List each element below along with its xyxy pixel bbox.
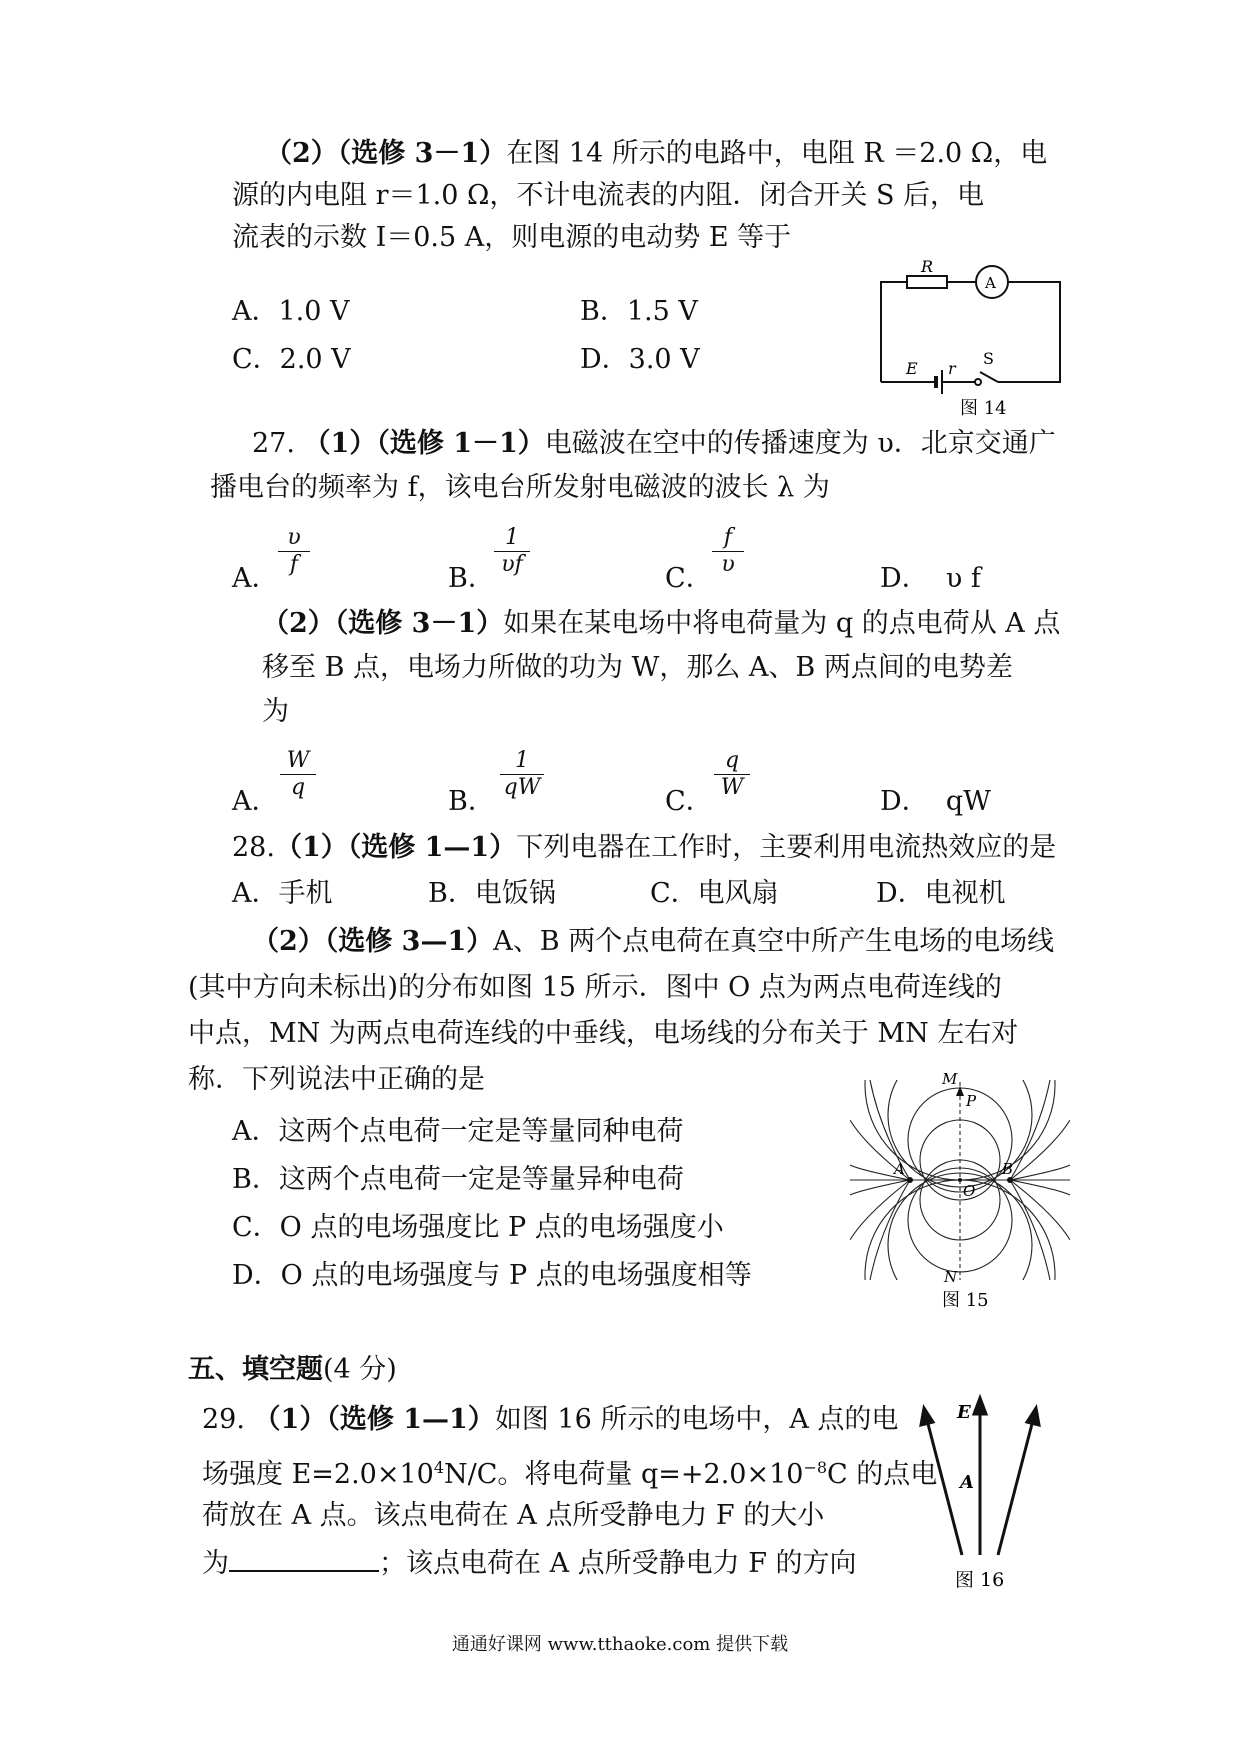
field-line-diagram — [850, 1070, 1070, 1310]
q27-1-line2: 播电台的频率为 f，该电台所发射电磁波的波长 λ 为 — [210, 472, 830, 503]
q27-2-option-d: D． qW — [880, 786, 991, 817]
q28-2-option-a: A．这两个点电荷一定是等量同种电荷 — [232, 1116, 684, 1147]
q29-1-line3: 荷放在 A 点。该点电荷在 A 点所受静电力 F 的大小 — [202, 1500, 825, 1531]
q27-2-option-a-letter: A． — [232, 786, 279, 817]
label-o: O — [963, 1182, 976, 1200]
q27-2-option-b-letter: B． — [448, 786, 495, 817]
answer-blank[interactable] — [229, 1544, 379, 1572]
q26-2-line1: （2）（选修 3－1）在图 14 所示的电路中，电阻 R ＝2.0 Ω，电 — [265, 138, 1048, 169]
q27-1-option-c-fraction: $\frac{f}{\upsilon}$ — [712, 525, 744, 578]
q29-1-line1: 29. （1）（选修 1—1）如图 16 所示的电场中，A 点的电 — [202, 1404, 899, 1435]
label-m: M — [942, 1070, 958, 1088]
q28-2-line3: 中点，MN 为两点电荷连线的中垂线，电场线的分布关于 MN 左右对 — [188, 1018, 1019, 1049]
q27-1-option-b-letter: B． — [448, 563, 495, 594]
q28-2-option-c: C．O 点的电场强度比 P 点的电场强度小 — [232, 1212, 724, 1243]
electric-field-diagram — [905, 1390, 1055, 1600]
q28-1-option-a: A．手机 — [232, 878, 333, 909]
switch-label: S — [983, 349, 994, 368]
q27-2-tag: （2）（选修 3－1） — [262, 608, 504, 639]
q29-1-line2: 场强度 $E=2.0\times 10^4N/C$。将电荷量 $q=+2.0\times 10^{-8}C$ 的点电 — [202, 1458, 938, 1490]
figure-16-caption: 图 16 — [955, 1569, 1005, 1591]
figure-15-caption: 图 15 — [942, 1290, 989, 1310]
q26-2-line3: 流表的示数 I＝0.5 A，则电源的电动势 E 等于 — [232, 222, 792, 253]
q26-2-line2: 源的内电阻 r＝1.0 Ω，不计电流表的内阻．闭合开关 S 后，电 — [232, 180, 985, 211]
section-title: 五、填空题(4 分) — [188, 1354, 397, 1385]
ammeter-label: A — [985, 274, 996, 292]
q27-2-option-a-fraction: $\frac{W}{q}$ — [280, 748, 316, 801]
option-a: A．1.0 V — [232, 296, 350, 327]
q28-1-option-c: C．电风扇 — [650, 878, 779, 909]
label-b: B — [1002, 1160, 1014, 1178]
emf-label: E — [906, 359, 918, 378]
resistor-label: R — [921, 257, 934, 276]
label-p: P — [966, 1092, 977, 1110]
option-d: D．3.0 V — [580, 344, 700, 375]
q27-2-option-c-letter: C． — [665, 786, 713, 817]
q27-2-line1: （2）（选修 3－1）如果在某电场中将电荷量为 q 的点电荷从 A 点 — [262, 608, 1061, 639]
q28-1-option-d: D．电视机 — [876, 878, 1006, 909]
q28-2-tag: （2）（选修 3—1） — [252, 926, 494, 957]
q27-2-option-b-fraction: $\frac{1}{qW}$ — [500, 748, 544, 801]
option-c: C．2.0 V — [232, 344, 351, 375]
q28-2-line2: (其中方向未标出)的分布如图 15 所示．图中 O 点为两点电荷连线的 — [188, 972, 1002, 1003]
q28-1-line1: 28.（1）（选修 1—1）下列电器在工作时，主要利用电流热效应的是 — [232, 832, 1057, 863]
label-n: N — [944, 1268, 958, 1286]
q27-2-option-c-fraction: $\frac{q}{W}$ — [714, 748, 750, 801]
q28-1-option-b: B．电饭锅 — [428, 878, 556, 909]
q27-2-line3: 为 — [262, 696, 289, 727]
q28-2-option-b: B．这两个点电荷一定是等量异种电荷 — [232, 1164, 684, 1195]
point-label-a: A — [960, 1472, 974, 1493]
q26-2-tag: （2）（选修 3－1） — [265, 138, 507, 169]
q28-1-tag: （1）（选修 1—1） — [274, 832, 517, 863]
q27-1-option-b-fraction: $\frac{1}{\upsilon f}$ — [494, 525, 530, 578]
q28-2-line1: （2）（选修 3—1）A、B 两个点电荷在真空中所产生电场的电场线 — [252, 926, 1055, 957]
q27-2-line2: 移至 B 点，电场力所做的功为 W，那么 A、B 两点间的电势差 — [262, 652, 1013, 683]
q27-1-option-a-fraction: $\frac{\upsilon}{f}$ — [278, 525, 310, 578]
figure-14-caption: 图 14 — [960, 398, 1007, 419]
q27-1-tag: （1）（选修 1－1） — [303, 428, 545, 459]
q28-2-option-d: D．O 点的电场强度与 P 点的电场强度相等 — [232, 1260, 752, 1291]
label-a: A — [894, 1160, 905, 1178]
q29-1-tag: （1）（选修 1—1） — [253, 1404, 495, 1435]
q27-1-line1: 27. （1）（选修 1－1）电磁波在空中的传播速度为 υ．北京交通广 — [252, 428, 1056, 459]
internal-resistance-label: r — [948, 359, 956, 378]
circuit-diagram — [870, 252, 1070, 422]
q27-1-option-c-letter: C． — [665, 563, 713, 594]
q27-1-option-d: D． υ f — [880, 563, 981, 594]
q27-1-option-a-letter: A． — [232, 563, 279, 594]
q28-2-line4: 称．下列说法中正确的是 — [188, 1064, 485, 1095]
option-b: B．1.5 V — [580, 296, 698, 327]
field-label-e: E — [957, 1402, 971, 1423]
q29-1-line4: 为 ；该点电荷在 A 点所受静电力 F 的方向 — [202, 1542, 857, 1586]
footer-text: 通通好课网 www.tthaoke.com 提供下载 — [451, 1634, 789, 1655]
